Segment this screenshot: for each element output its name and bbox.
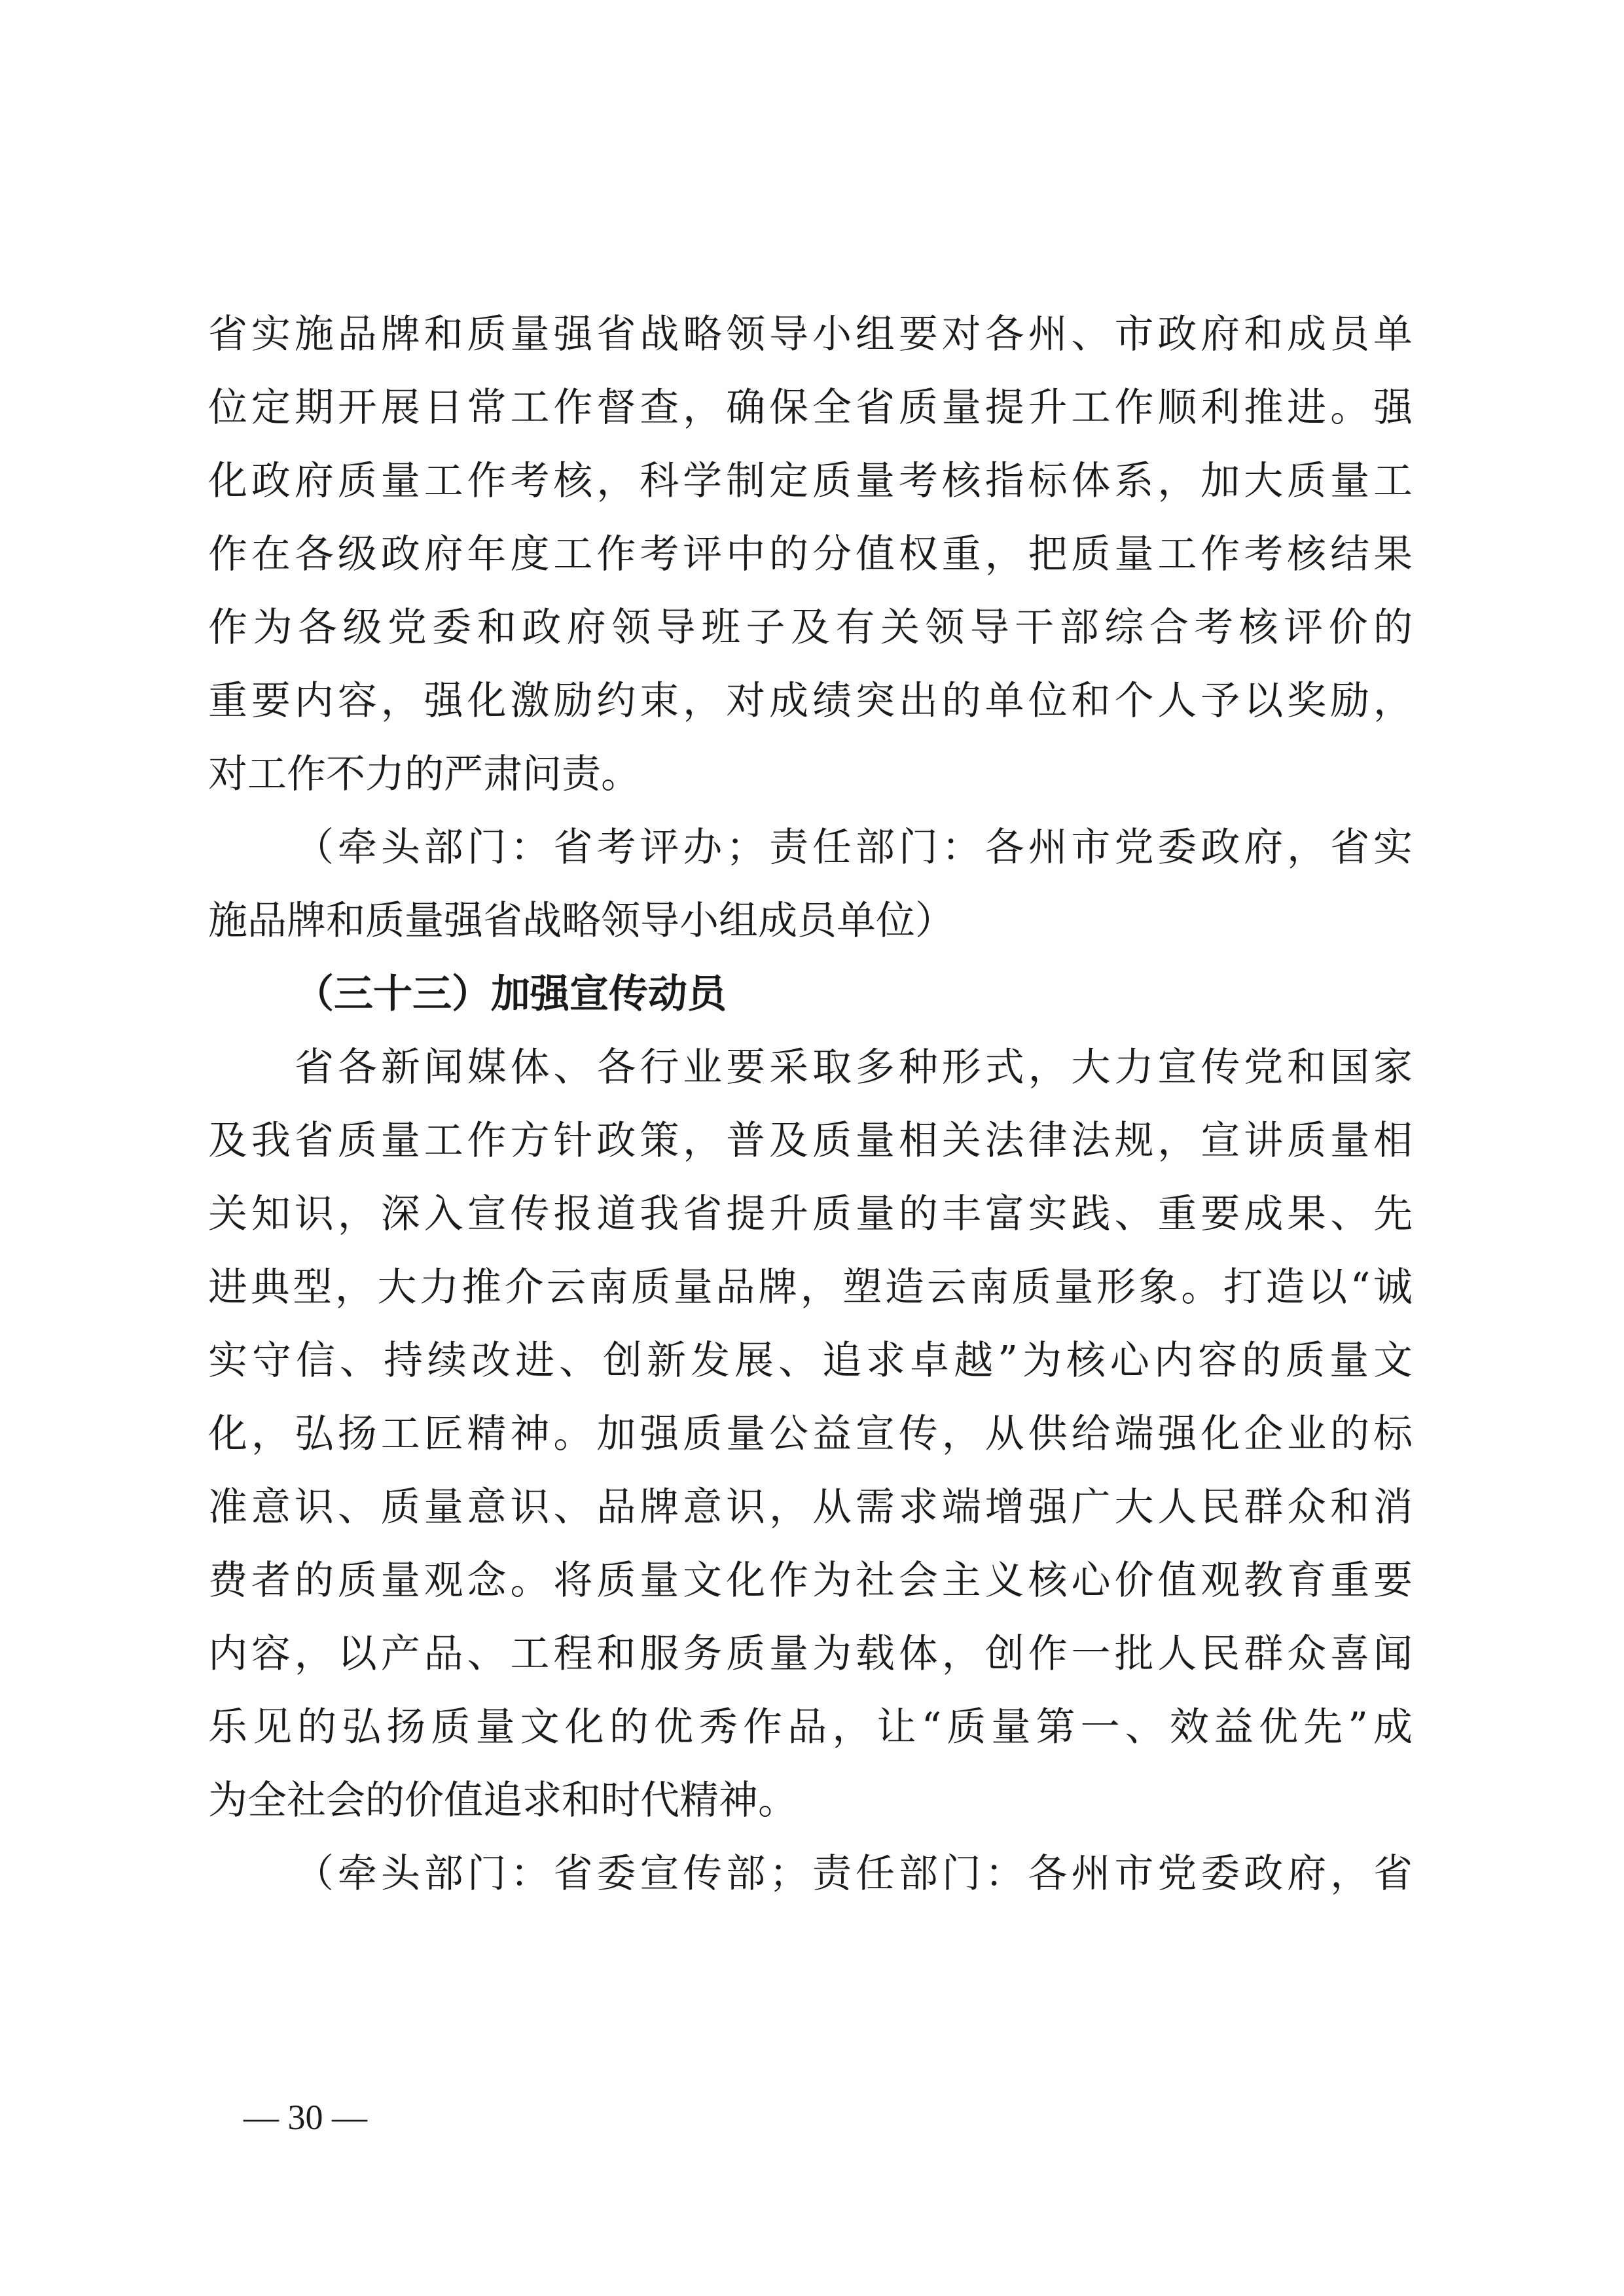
body-line: 省实施品牌和质量强省战略领导小组要对各州、市政府和成员单 (208, 312, 1413, 357)
body-line: 内容，以产品、工程和服务质量为载体，创作一批人民群众喜闻 (208, 1631, 1413, 1677)
body-line: 化，弘扬工匠精神。加强质量公益宣传，从供给端强化企业的标 (208, 1411, 1413, 1457)
body-line: 实守信、持续改进、创新发展、追求卓越”为核心内容的质量文 (208, 1338, 1413, 1384)
body-line: 对工作不力的严肃问责。 (208, 751, 640, 797)
responsibility-note-line: （牵头部门：省考评办；责任部门：各州市党委政府，省实 (295, 825, 1413, 870)
body-line: 关知识，深入宣传报道我省提升质量的丰富实践、重要成果、先 (208, 1191, 1413, 1237)
body-line: 作为各级党委和政府领导班子及有关领导干部综合考核评价的 (208, 605, 1413, 651)
body-line: 准意识、质量意识、品牌意识，从需求端增强广大人民群众和消 (208, 1484, 1413, 1530)
body-line: 为全社会的价值追求和时代精神。 (208, 1778, 797, 1823)
body-line: 费者的质量观念。将质量文化作为社会主义核心价值观教育重要 (208, 1558, 1413, 1604)
body-text (208, 298, 1413, 1910)
body-line: 乐见的弘扬质量文化的优秀作品，让“质量第一、效益优先”成 (208, 1704, 1413, 1750)
body-line: 化政府质量工作考核，科学制定质量考核指标体系，加大质量工 (208, 458, 1413, 504)
body-line: 省各新闻媒体、各行业要采取多种形式，大力宣传党和国家 (295, 1045, 1413, 1090)
responsibility-note-line: 施品牌和质量强省战略领导小组成员单位） (208, 898, 954, 944)
responsibility-note-line: （牵头部门：省委宣传部；责任部门：各州市党委政府，省 (295, 1851, 1413, 1897)
section-heading: （三十三）加强宣传动员 (295, 971, 727, 1017)
body-line: 作在各级政府年度工作考评中的分值权重，把质量工作考核结果 (208, 531, 1413, 577)
body-line: 重要内容，强化激励约束，对成绩突出的单位和个人予以奖励， (208, 678, 1413, 724)
page-number: — 30 — (244, 2098, 367, 2137)
body-line: 位定期开展日常工作督查，确保全省质量提升工作顺利推进。强 (208, 385, 1413, 431)
body-line: 及我省质量工作方针政策，普及质量相关法律法规，宣讲质量相 (208, 1118, 1413, 1164)
body-line: 进典型，大力推介云南质量品牌，塑造云南质量形象。打造以“诚 (208, 1265, 1413, 1310)
